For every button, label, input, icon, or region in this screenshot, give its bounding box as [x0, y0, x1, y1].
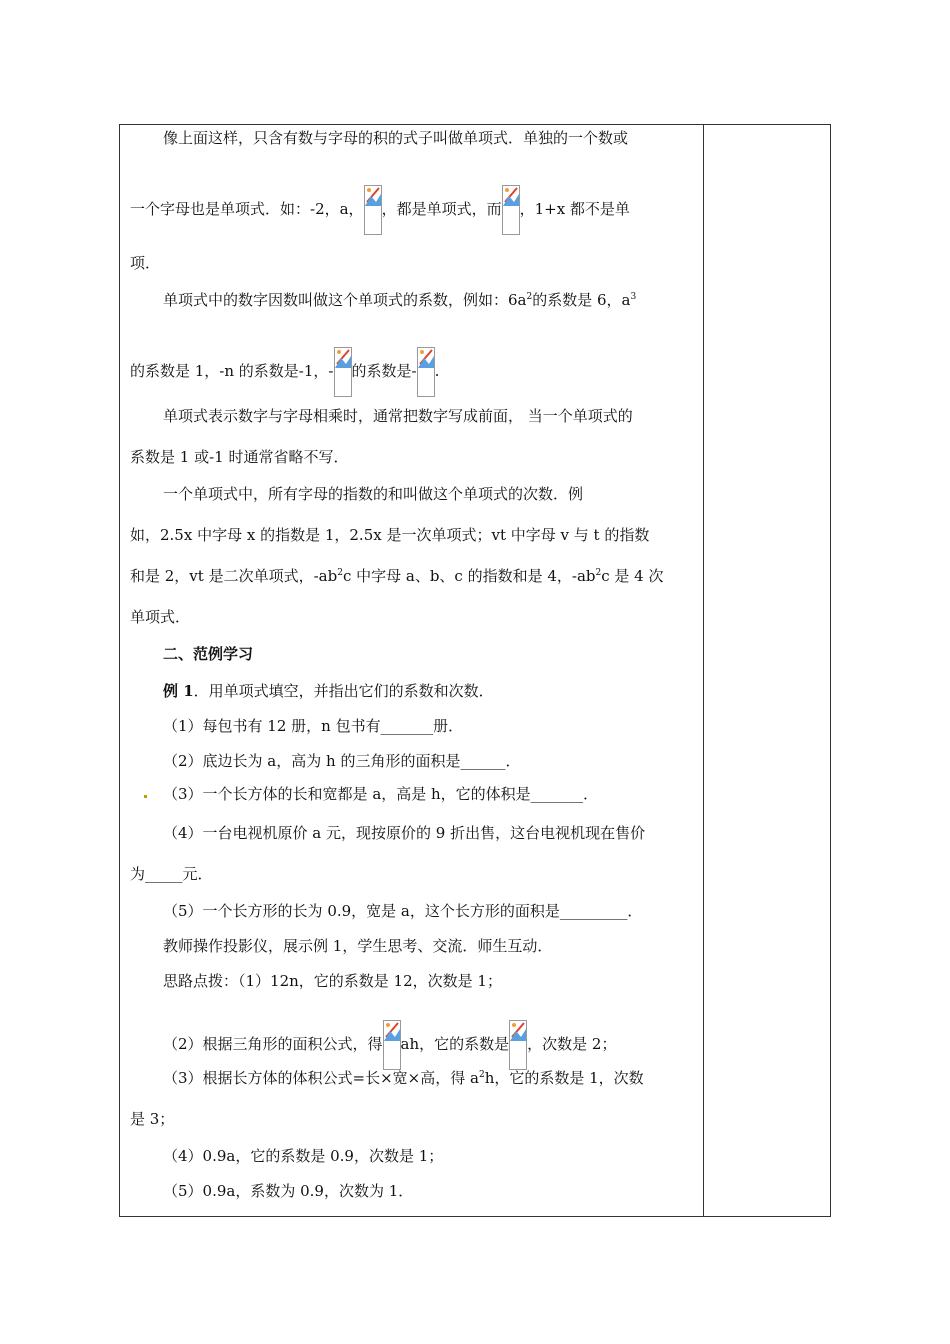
hint-5: （5）0.9a，系数为 0.9，次数为 1． [163, 1182, 414, 1200]
para2-line1: 单项式中的数字因数叫做这个单项式的系数，例如：$6a^2$的系数是 6，$a^3$ [163, 291, 637, 309]
example-q1: （1）每包书有 12 册，n 包书有_______册． [163, 717, 464, 735]
example-q3: （3）一个长方体的长和宽都是 a，高是 h，它的体积是_______． [163, 785, 599, 803]
para1-line3: 项． [130, 254, 161, 272]
example-q4-line1: （4）一台电视机原价 a 元，现按原价的 9 折出售，这台电视机现在售价 [163, 824, 646, 842]
example-q5: （5）一个长方形的长为 0.9，宽是 a，这个长方形的面积是_________． [163, 902, 643, 920]
para4-line3: 和是 2，vt 是二次单项式，$-ab^2c$ 中字母 a、b、c 的指数和是 4，$-ab^2c$ 是 4 次 [130, 567, 664, 585]
hint-3-line2: 是 3； [130, 1110, 175, 1128]
example-q2: （2）底边长为 a，高为 h 的三角形的面积是______． [163, 752, 521, 770]
para3-line1: 单项式表示数字与字母相乘时，通常把数字写成前面， 当一个单项式的 [163, 407, 633, 425]
image-placeholder-icon [383, 1020, 401, 1070]
teacher-note: 教师操作投影仪，展示例 1，学生思考、交流．师生互动． [163, 937, 553, 955]
example-q4-line2: 为_____元． [130, 865, 213, 883]
hint-2: （2）根据三角形的面积公式，得 ah，它的系数是 ，次数是 2； [163, 1020, 616, 1070]
para1-line2: 一个字母也是单项式．如：-2，a， ，都是单项式，而 ，1+x 都不是单 [130, 185, 630, 235]
hint-4: （4）0.9a，它的系数是 0.9，次数是 1； [163, 1147, 444, 1165]
para1-line1: 像上面这样，只含有数与字母的积的式子叫做单项式．单独的一个数或 [163, 129, 629, 147]
para4-line2: 如，2.5x 中字母 x 的指数是 1，2.5x 是一次单项式；vt 中字母 v 与 t 的指数 [130, 526, 650, 544]
hint-3-line1: （3）根据长方体的体积公式=长×宽×高，得 $a^2h$，它的系数是 1，次数 [163, 1069, 644, 1087]
example-label: 例 1 [163, 682, 194, 700]
para2-line2: 的系数是 1，-n 的系数是-1，- 的系数是- . [130, 347, 439, 397]
para4-line4: 单项式． [130, 608, 191, 626]
image-placeholder-icon [502, 185, 520, 235]
image-placeholder-icon [334, 347, 352, 397]
image-placeholder-icon [417, 347, 435, 397]
para4-line1: 一个单项式中，所有字母的指数的和叫做这个单项式的次数．例 [163, 485, 584, 503]
table-column-divider [703, 124, 704, 1217]
image-placeholder-icon [509, 1020, 527, 1070]
stray-mark [144, 795, 147, 798]
para3-line2: 系数是 1 或-1 时通常省略不写． [130, 448, 349, 466]
example-heading: 例 1．用单项式填空，并指出它们的系数和次数． [163, 682, 494, 700]
hint-1: 思路点拨：（1）12n，它的系数是 12，次数是 1； [163, 972, 502, 990]
image-placeholder-icon [364, 185, 382, 235]
section-title: 二、范例学习 [163, 645, 254, 663]
